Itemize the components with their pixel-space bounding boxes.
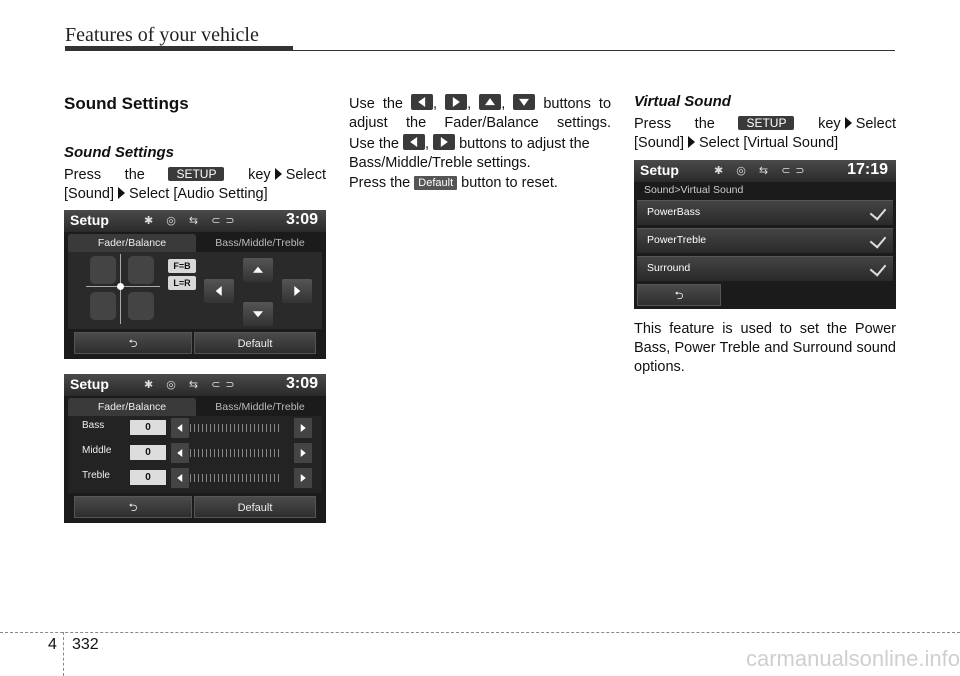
instruction-virtual-sound — [634, 115, 896, 153]
tab-bar — [68, 234, 322, 252]
decrease-button[interactable] — [171, 418, 189, 438]
screen-bass-middle-treble — [64, 374, 326, 523]
default-button[interactable]: Default — [194, 496, 316, 518]
screen-fader-balance — [64, 210, 326, 359]
fader-chip: F=B — [168, 259, 196, 273]
back-button[interactable]: ⮌ — [637, 284, 721, 306]
check-icon — [870, 231, 887, 248]
left-arrow-key-icon — [411, 94, 433, 110]
balance-chip: L=R — [168, 276, 196, 290]
tab-fader-balance[interactable]: Fader/Balance — [68, 234, 196, 252]
right-arrow-key-icon — [433, 134, 455, 150]
tab-bass-middle-treble[interactable]: Bass/Middle/Treble — [215, 401, 305, 413]
arrow-right-icon — [845, 117, 852, 129]
option-surround[interactable]: Surround — [637, 256, 893, 281]
instruction-line: Use the , , , buttons to adjust the Fader/Balance settings. — [349, 96, 612, 131]
eq-label: Bass — [82, 420, 105, 431]
setup-key-badge: SETUP — [168, 167, 224, 181]
section-heading: Sound Settings — [64, 94, 189, 113]
eq-panel — [68, 416, 322, 493]
eq-value: 0 — [130, 445, 166, 460]
eq-row-treble — [78, 468, 312, 488]
chapter-number: 4 — [48, 636, 57, 653]
eq-row-middle — [78, 443, 312, 463]
running-header: Features of your vehicle — [65, 24, 259, 46]
setup-key-badge: SETUP — [738, 116, 794, 130]
eq-row-bass — [78, 418, 312, 438]
check-icon — [870, 259, 887, 276]
status-icons: ✱ ◎ ⇆ ⊂⊃ — [144, 215, 240, 227]
arrow-right-icon — [275, 168, 282, 180]
instruction-line-2: [Sound] Select [Audio Setting] — [64, 186, 268, 202]
instruction-eq: Use the , buttons to adjust the Bass/Middle/Treble settings. — [349, 136, 590, 171]
sub-heading-virtual-sound: Virtual Sound — [634, 93, 731, 110]
description-virtual-sound: This feature is used to set the Power Bass, Power Treble and Surround sound options. — [634, 321, 896, 375]
back-button[interactable]: ⮌ — [74, 496, 192, 518]
option-powertreble[interactable]: PowerTreble — [637, 228, 893, 253]
increase-button[interactable] — [294, 443, 312, 463]
left-arrow-key-icon — [403, 134, 425, 150]
default-button[interactable]: Default — [194, 332, 316, 354]
header-rule — [65, 50, 895, 51]
status-icons: ✱ ◎ ⇆ ⊂⊃ — [144, 379, 240, 391]
footer-rule — [0, 632, 960, 633]
option-powerbass[interactable]: PowerBass — [637, 200, 893, 225]
eq-slider[interactable] — [190, 424, 280, 432]
decrease-button[interactable] — [171, 443, 189, 463]
screen-title: Setup — [70, 376, 109, 392]
tab-bass-middle-treble[interactable]: Bass/Middle/Treble — [215, 237, 305, 249]
screen-button-row — [74, 496, 316, 518]
screen-title: Setup — [70, 212, 109, 228]
balance-point[interactable] — [117, 283, 124, 290]
instruction-line-1: Press the SETUP key Select — [634, 116, 896, 132]
eq-label: Treble — [82, 470, 110, 481]
left-arrow-button[interactable] — [204, 279, 234, 303]
up-arrow-key-icon — [479, 94, 501, 110]
right-arrow-key-icon — [445, 94, 467, 110]
instruction-reset: Press the Default button to reset. — [349, 175, 558, 191]
instruction-fader — [349, 94, 611, 133]
eq-value: 0 — [130, 470, 166, 485]
footer-divider — [63, 632, 64, 676]
fader-panel — [68, 252, 322, 329]
check-icon — [870, 203, 887, 220]
back-button[interactable]: ⮌ — [74, 332, 192, 354]
eq-label: Middle — [82, 445, 112, 456]
down-arrow-button[interactable] — [243, 302, 273, 326]
increase-button[interactable] — [294, 468, 312, 488]
breadcrumb: Sound>Virtual Sound — [644, 184, 744, 196]
clock: 3:09 — [285, 375, 318, 392]
seat-rear-right — [128, 292, 154, 320]
decrease-button[interactable] — [171, 468, 189, 488]
clock: 3:09 — [285, 211, 318, 228]
tab-fader-balance[interactable]: Fader/Balance — [68, 398, 196, 416]
screen-button-row — [74, 332, 316, 354]
eq-slider[interactable] — [190, 474, 280, 482]
instruction-line-2: [Sound] Select [Virtual Sound] — [634, 135, 839, 151]
tab-bar — [68, 398, 322, 416]
eq-slider[interactable] — [190, 449, 280, 457]
seat-front-right — [128, 256, 154, 284]
default-key-badge: Default — [414, 176, 457, 190]
increase-button[interactable] — [294, 418, 312, 438]
clock: 17:19 — [847, 161, 888, 178]
seat-rear-left — [90, 292, 116, 320]
right-arrow-button[interactable] — [282, 279, 312, 303]
screen-virtual-sound — [634, 160, 896, 309]
eq-value: 0 — [130, 420, 166, 435]
page-number: 332 — [72, 636, 99, 653]
seat-front-left — [90, 256, 116, 284]
up-arrow-button[interactable] — [243, 258, 273, 282]
instruction-line-1: Press the SETUP key Select — [64, 167, 326, 183]
instruction-audio — [64, 166, 326, 204]
arrow-right-icon — [118, 187, 125, 199]
watermark: carmanualsonline.info — [745, 646, 960, 671]
status-icons: ✱ ◎ ⇆ ⊂⊃ — [714, 165, 810, 177]
sub-heading: Sound Settings — [64, 144, 174, 161]
screen-title: Setup — [640, 162, 679, 178]
arrow-right-icon — [688, 136, 695, 148]
down-arrow-key-icon — [513, 94, 535, 110]
